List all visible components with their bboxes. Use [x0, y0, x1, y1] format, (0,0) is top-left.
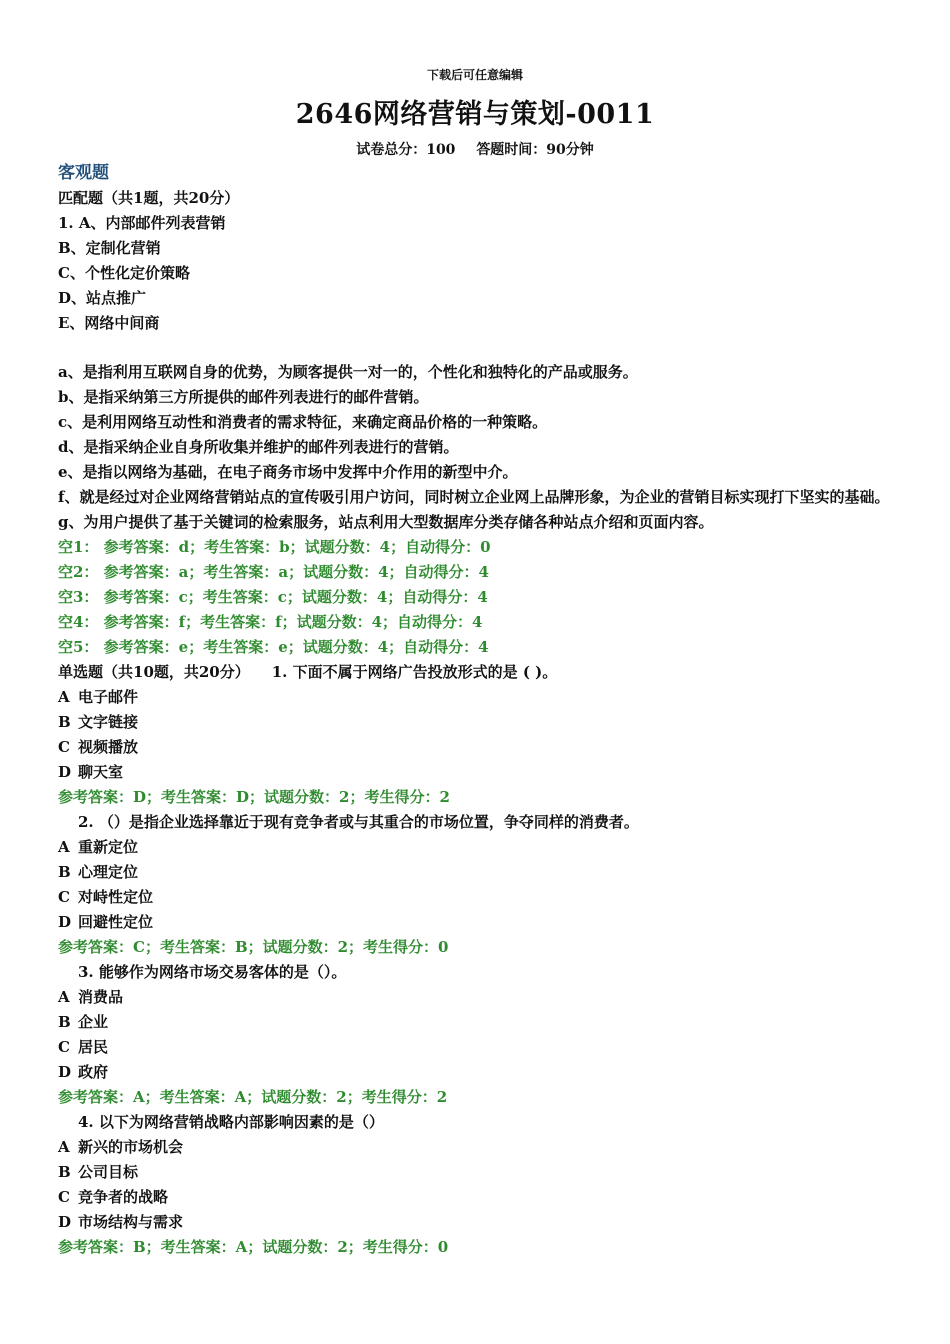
option: C 对峙性定位 — [58, 888, 154, 906]
page-title: 2646网络营销与策划-0011 — [295, 99, 655, 130]
matching-definition: e、是指以网络为基础，在电子商务市场中发挥中介作用的新型中介。 — [58, 463, 518, 481]
option: C 居民 — [58, 1038, 109, 1056]
matching-item: C、个性化定价策略 — [58, 264, 190, 282]
option: B 公司目标 — [58, 1163, 139, 1181]
matching-item: E、网络中间商 — [58, 314, 160, 332]
question-answer: 参考答案：B；考生答案：A；试题分数：2；考生得分：0 — [58, 1238, 449, 1256]
matching-item: 1. A、内部邮件列表营销 — [58, 214, 226, 232]
section-title: 客观题 — [58, 163, 109, 183]
option: A 重新定位 — [58, 838, 139, 856]
download-note: 下载后可任意编辑 — [426, 68, 523, 82]
option: B 文字链接 — [58, 713, 139, 731]
question-stem: 3. 能够作为网络市场交易客体的是（）。 — [78, 963, 347, 981]
option: C 竞争者的战略 — [58, 1188, 169, 1206]
matching-definition: d、是指采纳企业自身所收集并维护的邮件列表进行的营销。 — [58, 438, 459, 456]
option: D 回避性定位 — [58, 913, 154, 931]
matching-heading: 匹配题（共1题，共20分） — [58, 189, 240, 207]
spacer — [58, 336, 898, 360]
matching-definition: g、为用户提供了基于关键词的检索服务，站点利用大型数据库分类存储各种站点介绍和页面内容。 — [58, 513, 714, 531]
matching-definition: c、是利用网络互动性和消费者的需求特征，来确定商品价格的一种策略。 — [58, 413, 548, 431]
option: D 市场结构与需求 — [58, 1213, 184, 1231]
question-stem: 1. 下面不属于网络广告投放形式的是 ( )。 — [271, 663, 558, 681]
matching-answer: 空4： 参考答案：f；考生答案：f；试题分数：4；自动得分：4 — [58, 613, 483, 631]
duration: 答题时间：90分钟 — [476, 142, 594, 158]
matching-definition: b、是指采纳第三方所提供的邮件列表进行的邮件营销。 — [58, 388, 429, 406]
question-answer: 参考答案：A；考生答案：A；试题分数：2；考生得分：2 — [58, 1088, 448, 1106]
matching-answer: 空5： 参考答案：e；考生答案：e；试题分数：4；自动得分：4 — [58, 638, 489, 656]
option: A 电子邮件 — [58, 688, 139, 706]
option: A 消费品 — [58, 988, 124, 1006]
single-choice-heading: 单选题（共10题，共20分） — [58, 663, 250, 681]
matching-definition: a、是指利用互联网自身的优势，为顾客提供一对一的，个性化和独特化的产品或服务。 — [58, 363, 638, 381]
matching-answer: 空2： 参考答案：a；考生答案：a；试题分数：4；自动得分：4 — [58, 563, 489, 581]
matching-answer: 空1： 参考答案：d；考生答案：b；试题分数：4；自动得分：0 — [58, 538, 491, 556]
exam-meta — [0, 139, 950, 159]
option: A 新兴的市场机会 — [58, 1138, 184, 1156]
question-stem: 2. （）是指企业选择靠近于现有竞争者或与其重合的市场位置，争夺同样的消费者。 — [78, 813, 639, 831]
option: B 企业 — [58, 1013, 109, 1031]
option: D 聊天室 — [58, 763, 124, 781]
matching-answer: 空3： 参考答案：c；考生答案：c；试题分数：4；自动得分：4 — [58, 588, 488, 606]
option: C 视频播放 — [58, 738, 139, 756]
matching-definition: f、就是经过对企业网络营销站点的宣传吸引用户访问，同时树立企业网上品牌形象，为企业的营销目标实现打下坚实的基础。 — [58, 488, 890, 506]
question-answer: 参考答案：C；考生答案：B；试题分数：2；考生得分：0 — [58, 938, 449, 956]
total-score: 试卷总分：100 — [356, 142, 456, 158]
exam-content — [58, 160, 898, 1260]
matching-item: D、站点推广 — [58, 289, 147, 307]
question-stem: 4. 以下为网络营销战略内部影响因素的是（） — [78, 1113, 384, 1131]
option: D 政府 — [58, 1063, 109, 1081]
option: B 心理定位 — [58, 863, 139, 881]
question-answer: 参考答案：D；考生答案：D；试题分数：2；考生得分：2 — [58, 788, 450, 806]
single-choice-heading-row — [58, 660, 898, 685]
matching-item: B、定制化营销 — [58, 239, 161, 257]
